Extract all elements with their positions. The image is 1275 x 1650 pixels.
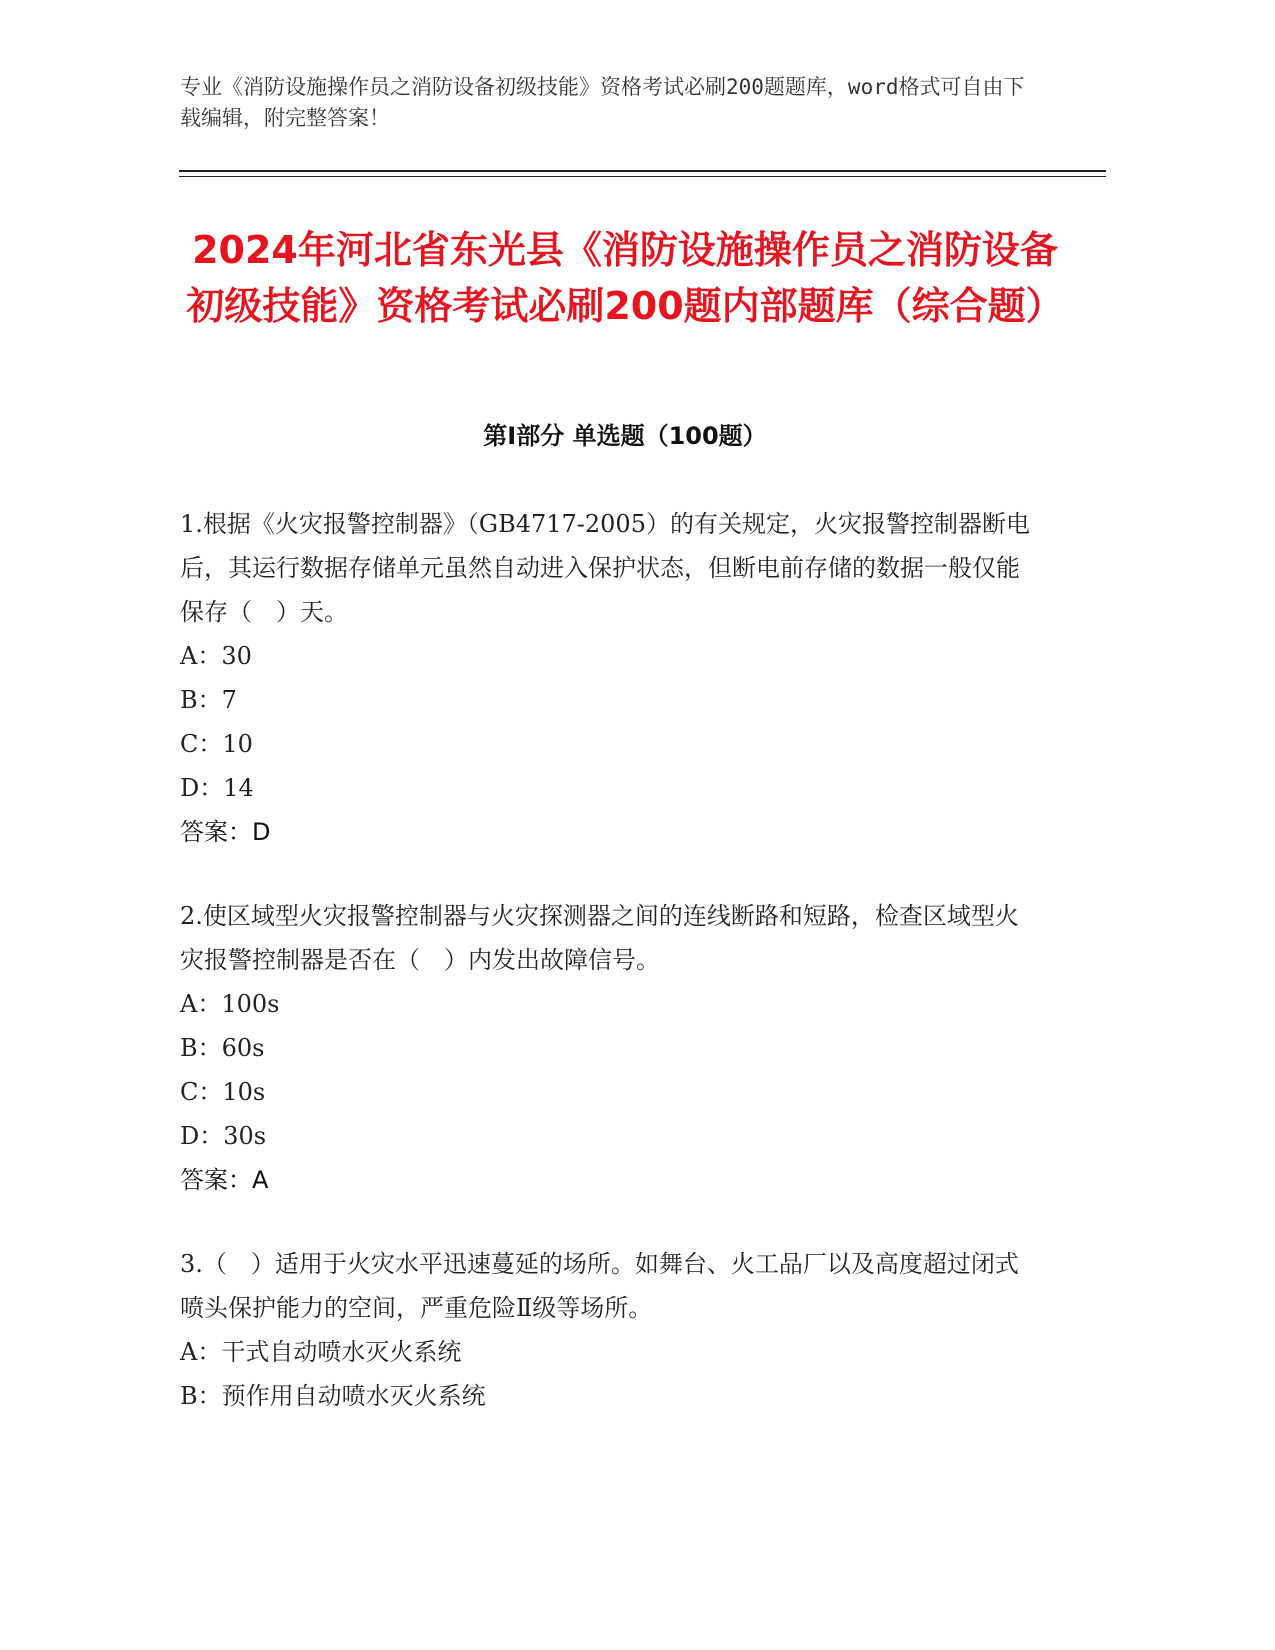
question-2 [180, 894, 1040, 1202]
question-stem: 1.根据《火灾报警控制器》（GB4717-2005）的有关规定，火灾报警控制器断电后，其运行数据存储单元虽然自动进入保护状态，但断电前存储的数据一般仅能保存（ ）天。 [180, 510, 1030, 626]
question-1 [180, 502, 1040, 854]
option-a: A：干式自动喷水灭火系统 [180, 1338, 462, 1366]
option-d: D：14 [180, 774, 254, 802]
section-heading: 第Ⅰ部分 单选题（100题） [483, 422, 767, 450]
answer: 答案：A [180, 1166, 269, 1194]
document-title: 2024年河北省东光县《消防设施操作员之消防设备初级技能》资格考试必刷200题内部题库（综合题） [186, 228, 1064, 328]
option-b: B：7 [180, 686, 237, 714]
option-c: C：10s [180, 1078, 266, 1106]
option-d: D：30s [180, 1122, 267, 1150]
option-a: A：100s [180, 990, 280, 1018]
answer: 答案：D [180, 818, 271, 846]
option-c: C：10 [180, 730, 253, 758]
header-divider-thin [179, 176, 1106, 177]
question-stem: 3.（ ）适用于火灾水平迅速蔓延的场所。如舞台、火工品厂以及高度超过闭式喷头保护能力的空间，严重危险Ⅱ级等场所。 [180, 1250, 1019, 1322]
header-note: 专业《消防设施操作员之消防设备初级技能》资格考试必刷200题题库，word格式可自由下载编辑，附完整答案！ [180, 75, 1025, 130]
header-divider-thick [179, 170, 1106, 172]
option-b: B：预作用自动喷水灭火系统 [180, 1382, 486, 1410]
option-a: A：30 [180, 642, 252, 670]
question-stem: 2.使区域型火灾报警控制器与火灾探测器之间的连线断路和短路，检查区域型火灾报警控制器是否在（ ）内发出故障信号。 [180, 902, 1019, 974]
option-b: B：60s [180, 1034, 265, 1062]
question-3 [180, 1242, 1040, 1418]
